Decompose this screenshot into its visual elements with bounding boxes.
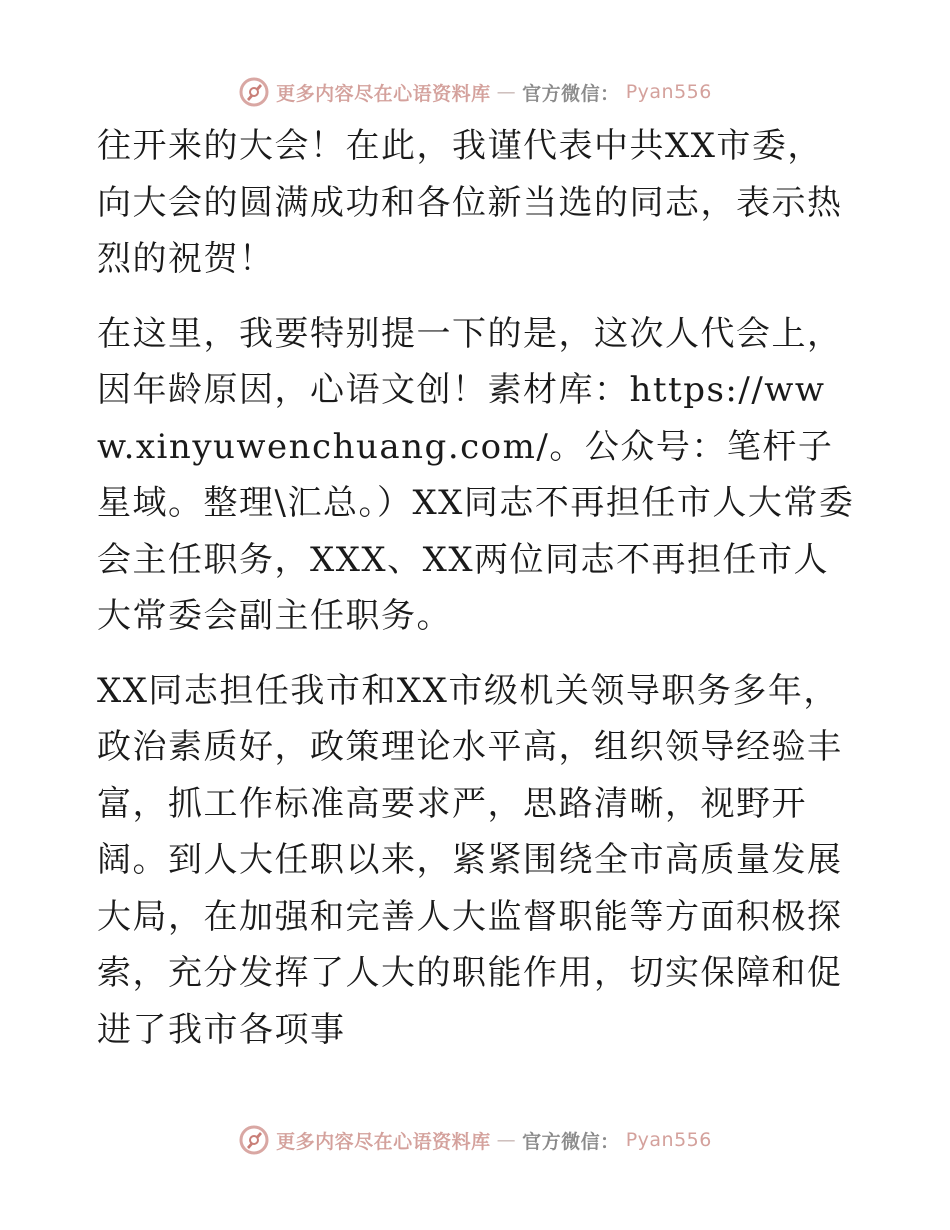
watermark-wechat-id: Pyan556 — [625, 1129, 712, 1151]
watermark-wechat-id: Pyan556 — [625, 81, 712, 103]
watermark-dash: — — [496, 81, 517, 103]
quill-logo-icon — [238, 1124, 270, 1156]
footer-watermark — [0, 1120, 950, 1160]
document-body — [97, 118, 857, 1076]
watermark-official-label: 官方微信： — [522, 1130, 620, 1153]
paragraph-3: XX同志担任我市和XX市级机关领导职务多年，政治素质好，政策理论水平高，组织领导经验丰富，抓工作标准高要求严，思路清晰，视野开阔。到人大任职以来，紧紧围绕全市高质量发展大局，在加强和完善人大监督职能等方面积极探索，充分发挥了人大的职能作用，切实保障和促进了我市各项事 — [97, 670, 843, 1050]
paragraph-1: 往开来的大会！在此，我谨代表中共XX市委，向大会的圆满成功和各位新当选的同志，表示热烈的祝贺！ — [97, 126, 843, 279]
paragraph-2: 在这里，我要特别提一下的是，这次人代会上，因年龄原因，心语文创！素材库：https://www.xinyuwenchuang.com/。公众号：笔杆子星域。整理\汇总。）XX同志不再担任市人大常委会主任职务，XXX、XX两位同志不再担任市人大常委会副主任职务。 — [97, 313, 855, 636]
watermark-official-label: 官方微信： — [522, 82, 620, 105]
watermark-dash: — — [496, 1129, 517, 1151]
quill-logo-icon — [238, 76, 270, 108]
watermark-brand: 更多内容尽在心语资料库 — [276, 82, 491, 105]
header-watermark — [0, 72, 950, 112]
watermark-brand: 更多内容尽在心语资料库 — [276, 1130, 491, 1153]
